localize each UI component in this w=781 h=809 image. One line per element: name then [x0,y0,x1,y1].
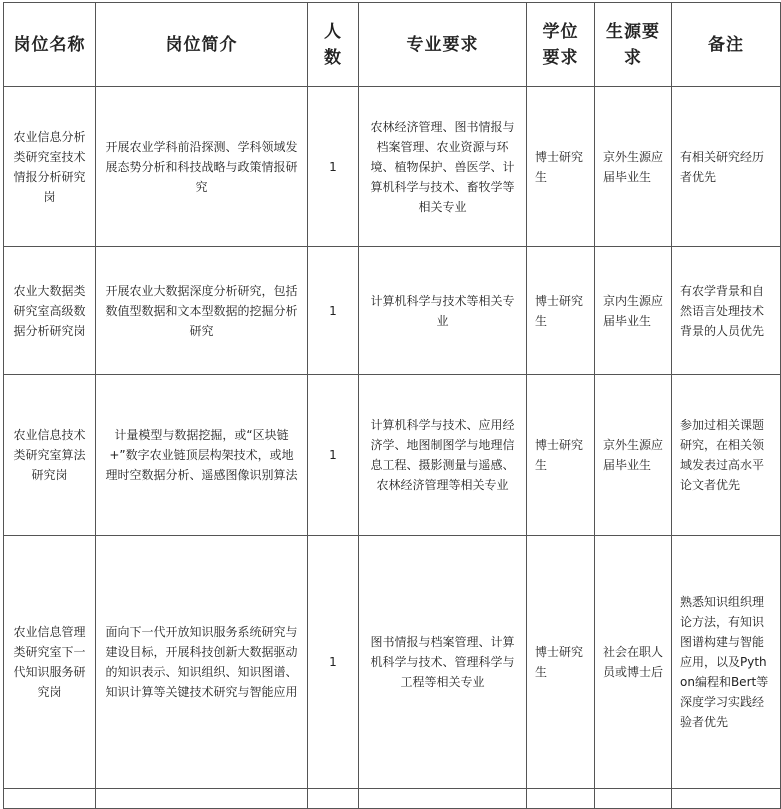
empty-cell [527,789,595,809]
position-intro: 面向下一代开放知识服务系统研究与建设目标，开展科技创新大数据驱动的知识表示、知识组织、知识图谱、知识计算等关键技术研究与智能应用 [96,536,308,789]
header-row [4,3,781,87]
empty-cell [595,789,672,809]
position-name: 农业信息分析类研究室技术情报分析研究岗 [4,87,96,247]
empty-cell [308,789,359,809]
position-major: 图书情报与档案管理、计算机科学与技术、管理科学与工程等相关专业 [359,536,527,789]
header-major: 专业要求 [359,3,527,87]
position-remark: 熟悉知识组织理论方法，有知识图谱构建与智能应用，以及Python编程和Bert等深度学习实践经验者优先 [672,536,781,789]
table-row [4,247,781,375]
table-row [4,375,781,536]
table-row [4,87,781,247]
position-intro: 开展农业学科前沿探测、学科领域发展态势分析和科技战略与政策情报研究 [96,87,308,247]
table-row [4,536,781,789]
header-count: 人数 [308,3,359,87]
position-source: 京外生源应届毕业生 [595,87,672,247]
table-row-partial [4,789,781,809]
position-degree: 博士研究生 [527,247,595,375]
position-source: 京外生源应届毕业生 [595,375,672,536]
position-name: 农业信息技术类研究室算法研究岗 [4,375,96,536]
empty-cell [96,789,308,809]
empty-cell [672,789,781,809]
position-remark: 参加过相关课题研究，在相关领域发表过高水平论文者优先 [672,375,781,536]
position-remark: 有农学背景和自然语言处理技术背景的人员优先 [672,247,781,375]
position-degree: 博士研究生 [527,375,595,536]
position-major: 计算机科学与技术等相关专业 [359,247,527,375]
position-name: 农业大数据类研究室高级数据分析研究岗 [4,247,96,375]
position-intro: 开展农业大数据深度分析研究，包括数值型数据和文本型数据的挖掘分析研究 [96,247,308,375]
position-degree: 博士研究生 [527,87,595,247]
header-intro: 岗位简介 [96,3,308,87]
position-intro: 计量模型与数据挖掘，或“区块链+”数字农业链顶层构架技术，或地理时空数据分析、遥感图像识别算法 [96,375,308,536]
position-source: 社会在职人员或博士后 [595,536,672,789]
position-name: 农业信息管理类研究室下一代知识服务研究岗 [4,536,96,789]
empty-cell [359,789,527,809]
position-remark: 有相关研究经历者优先 [672,87,781,247]
position-degree: 博士研究生 [527,536,595,789]
position-count: 1 [308,536,359,789]
position-count: 1 [308,375,359,536]
empty-cell [4,789,96,809]
positions-table [3,2,781,809]
position-major: 农林经济管理、图书情报与档案管理、农业资源与环境、植物保护、兽医学、计算机科学与技术、畜牧学等相关专业 [359,87,527,247]
header-remark: 备注 [672,3,781,87]
header-name: 岗位名称 [4,3,96,87]
position-major: 计算机科学与技术、应用经济学、地图制图学与地理信息工程、摄影测量与遥感、农林经济管理等相关专业 [359,375,527,536]
position-source: 京内生源应届毕业生 [595,247,672,375]
position-count: 1 [308,247,359,375]
position-count: 1 [308,87,359,247]
header-source: 生源要求 [595,3,672,87]
header-degree: 学位要求 [527,3,595,87]
